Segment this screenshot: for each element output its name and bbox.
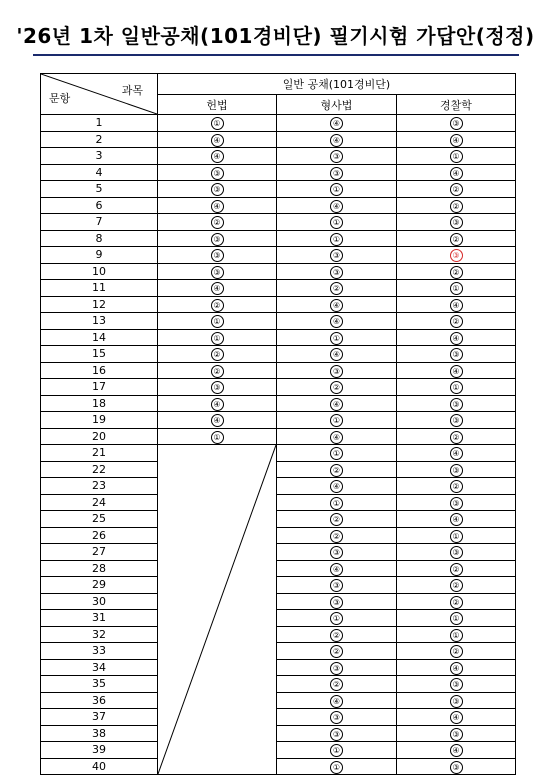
answer-police-science: ②: [450, 183, 463, 196]
answer-criminal-law: ③: [330, 266, 343, 279]
answer-constitution: ③: [211, 381, 224, 394]
answer-police-science: ④: [450, 711, 463, 724]
answer-criminal-law-cell: [277, 461, 397, 478]
answer-police-science: ②: [450, 645, 463, 658]
answer-criminal-law-cell: [277, 676, 397, 693]
answer-police-science-cell: [397, 329, 516, 346]
answer-criminal-law-cell: [277, 131, 397, 148]
answer-police-science: ④: [450, 365, 463, 378]
answer-criminal-law: ②: [330, 530, 343, 543]
answer-criminal-law-cell: [277, 445, 397, 462]
question-number: 37: [41, 709, 158, 726]
answer-police-science: ③: [450, 678, 463, 691]
answer-criminal-law-cell: [277, 725, 397, 742]
answer-police-science-cell: [397, 560, 516, 577]
table-row: [41, 428, 516, 445]
answer-constitution: ①: [211, 431, 224, 444]
question-number: 40: [41, 758, 158, 775]
table-row: [41, 115, 516, 132]
answer-police-science: ①: [450, 629, 463, 642]
answer-constitution: ④: [211, 414, 224, 427]
answer-criminal-law: ②: [330, 629, 343, 642]
answer-criminal-law: ①: [330, 744, 343, 757]
question-number: 32: [41, 626, 158, 643]
answer-police-science: ③: [450, 117, 463, 130]
answer-police-science: ④: [450, 744, 463, 757]
answer-criminal-law-cell: [277, 197, 397, 214]
answer-constitution: ③: [211, 183, 224, 196]
answer-police-science: ③: [450, 761, 463, 774]
table-row: [41, 659, 516, 676]
question-number: 26: [41, 527, 158, 544]
answer-criminal-law-cell: [277, 395, 397, 412]
answer-constitution-cell: [158, 362, 277, 379]
question-number: 19: [41, 412, 158, 429]
answer-criminal-law: ①: [330, 233, 343, 246]
answer-police-science-cell: [397, 164, 516, 181]
not-applicable-cell: [158, 445, 277, 775]
table-row: [41, 329, 516, 346]
table-row: [41, 181, 516, 198]
table-row: [41, 709, 516, 726]
table-row: [41, 560, 516, 577]
question-number: 12: [41, 296, 158, 313]
answer-police-science-cell: [397, 626, 516, 643]
answer-constitution-cell: [158, 181, 277, 198]
question-number: 4: [41, 164, 158, 181]
answer-criminal-law-cell: [277, 692, 397, 709]
table-row: [41, 692, 516, 709]
question-number: 23: [41, 478, 158, 495]
answer-constitution-cell: [158, 346, 277, 363]
answer-police-science: ②: [450, 596, 463, 609]
answer-constitution-cell: [158, 115, 277, 132]
answer-police-science-cell: [397, 709, 516, 726]
question-number: 8: [41, 230, 158, 247]
table-row: [41, 346, 516, 363]
table-row: [41, 643, 516, 660]
answer-criminal-law-cell: [277, 263, 397, 280]
subject-header-constitution: 헌법: [158, 95, 277, 115]
subject-label: 과목: [121, 84, 143, 97]
answer-criminal-law-cell: [277, 758, 397, 775]
answer-criminal-law: ④: [330, 398, 343, 411]
answer-police-science: ③: [450, 728, 463, 741]
answer-police-science-cell: [397, 247, 516, 264]
answer-criminal-law: ③: [330, 249, 343, 262]
answer-constitution: ①: [211, 332, 224, 345]
answer-criminal-law: ①: [330, 497, 343, 510]
question-number: 16: [41, 362, 158, 379]
table-row: [41, 511, 516, 528]
answer-police-science-cell: [397, 115, 516, 132]
answer-police-science: ③: [450, 216, 463, 229]
answer-criminal-law-cell: [277, 329, 397, 346]
answer-constitution-cell: [158, 247, 277, 264]
table-row: [41, 230, 516, 247]
table-row: [41, 577, 516, 594]
answer-constitution: ②: [211, 299, 224, 312]
answer-constitution: ④: [211, 134, 224, 147]
answer-police-science: ④: [450, 134, 463, 147]
table-row: [41, 247, 516, 264]
answer-criminal-law: ①: [330, 761, 343, 774]
answer-police-science: ②: [450, 563, 463, 576]
answer-criminal-law-cell: [277, 181, 397, 198]
table-row: [41, 544, 516, 561]
table-row: [41, 197, 516, 214]
answer-criminal-law: ④: [330, 431, 343, 444]
answer-criminal-law: ②: [330, 678, 343, 691]
answer-police-science-cell: [397, 181, 516, 198]
answer-police-science-cell: [397, 676, 516, 693]
answer-police-science-cell: [397, 395, 516, 412]
answer-criminal-law: ②: [330, 513, 343, 526]
answer-constitution-cell: [158, 230, 277, 247]
answer-constitution-cell: [158, 197, 277, 214]
answer-police-science: ②: [450, 233, 463, 246]
answer-police-science-cell: [397, 313, 516, 330]
answer-police-science-cell: [397, 494, 516, 511]
answer-criminal-law-cell: [277, 412, 397, 429]
answer-criminal-law-cell: [277, 544, 397, 561]
table-row: [41, 263, 516, 280]
table-row: [41, 164, 516, 181]
table-row: [41, 395, 516, 412]
answer-police-science-cell: [397, 511, 516, 528]
question-number: 3: [41, 148, 158, 165]
answer-police-science-cell: [397, 362, 516, 379]
answer-criminal-law-cell: [277, 214, 397, 231]
question-label: 문항: [49, 92, 71, 105]
answer-criminal-law-cell: [277, 148, 397, 165]
answer-constitution: ④: [211, 398, 224, 411]
table-row: [41, 148, 516, 165]
table-row: [41, 758, 516, 775]
answer-constitution-cell: [158, 296, 277, 313]
answer-police-science: ④: [450, 167, 463, 180]
table-row: [41, 676, 516, 693]
answer-criminal-law-cell: [277, 626, 397, 643]
answer-constitution: ④: [211, 282, 224, 295]
answer-police-science-cell: [397, 214, 516, 231]
answer-police-science-cell: [397, 197, 516, 214]
question-number: 34: [41, 659, 158, 676]
table-row: [41, 214, 516, 231]
answer-criminal-law: ④: [330, 480, 343, 493]
answer-criminal-law: ②: [330, 464, 343, 477]
answer-constitution-cell: [158, 280, 277, 297]
answer-criminal-law-cell: [277, 428, 397, 445]
table-row: [41, 593, 516, 610]
answer-police-science-cell: [397, 131, 516, 148]
answer-police-science: ①: [450, 530, 463, 543]
answer-criminal-law-cell: [277, 230, 397, 247]
answer-criminal-law: ④: [330, 348, 343, 361]
question-number: 1: [41, 115, 158, 132]
question-number: 18: [41, 395, 158, 412]
answer-criminal-law-cell: [277, 362, 397, 379]
question-number: 38: [41, 725, 158, 742]
answer-police-science: ①: [450, 381, 463, 394]
answer-criminal-law: ②: [330, 282, 343, 295]
answer-criminal-law-cell: [277, 115, 397, 132]
answer-criminal-law: ④: [330, 563, 343, 576]
answer-police-science: ②: [450, 315, 463, 328]
answer-police-science: ③: [450, 414, 463, 427]
answer-criminal-law-cell: [277, 511, 397, 528]
answer-criminal-law: ①: [330, 447, 343, 460]
question-number: 13: [41, 313, 158, 330]
answer-constitution: ④: [211, 200, 224, 213]
answer-constitution-cell: [158, 148, 277, 165]
answer-police-science: ①: [450, 282, 463, 295]
answer-police-science-cell: [397, 527, 516, 544]
answer-police-science: ②: [450, 431, 463, 444]
answer-constitution: ③: [211, 266, 224, 279]
answer-criminal-law-cell: [277, 709, 397, 726]
table-row: [41, 296, 516, 313]
table-row: [41, 412, 516, 429]
answer-police-science-cell: [397, 478, 516, 495]
answer-police-science-cell: [397, 461, 516, 478]
answer-constitution: ①: [211, 117, 224, 130]
table-row: [41, 478, 516, 495]
answer-constitution-cell: [158, 164, 277, 181]
question-number: 33: [41, 643, 158, 660]
table-row: [41, 362, 516, 379]
answer-criminal-law: ①: [330, 414, 343, 427]
question-number: 6: [41, 197, 158, 214]
answer-police-science-cell: [397, 544, 516, 561]
answer-criminal-law: ③: [330, 167, 343, 180]
answer-constitution-cell: [158, 379, 277, 396]
question-number: 9: [41, 247, 158, 264]
answer-police-science: ④: [450, 662, 463, 675]
answer-police-science: ③: [450, 546, 463, 559]
answer-constitution: ②: [211, 348, 224, 361]
answer-criminal-law-cell: [277, 742, 397, 759]
answer-criminal-law-cell: [277, 313, 397, 330]
answer-constitution: ④: [211, 150, 224, 163]
answer-police-science-cell: [397, 445, 516, 462]
table-row: [41, 527, 516, 544]
answer-criminal-law: ④: [330, 134, 343, 147]
answer-police-science-cell: [397, 643, 516, 660]
answer-police-science: ①: [450, 612, 463, 625]
table-row: [41, 461, 516, 478]
answer-criminal-law: ①: [330, 183, 343, 196]
answer-police-science: ③: [450, 695, 463, 708]
answer-police-science: ③: [450, 348, 463, 361]
answer-police-science-cell: [397, 593, 516, 610]
answer-criminal-law: ③: [330, 662, 343, 675]
answer-criminal-law-cell: [277, 379, 397, 396]
question-number: 28: [41, 560, 158, 577]
table-row: [41, 610, 516, 627]
answer-police-science-cell: [397, 280, 516, 297]
answer-police-science-cell: [397, 577, 516, 594]
answer-police-science: ④: [450, 299, 463, 312]
question-number: 22: [41, 461, 158, 478]
answer-constitution: ②: [211, 216, 224, 229]
answer-criminal-law-cell: [277, 527, 397, 544]
answer-police-science-cell: [397, 725, 516, 742]
answer-criminal-law-cell: [277, 577, 397, 594]
answer-constitution-cell: [158, 131, 277, 148]
answer-criminal-law-cell: [277, 478, 397, 495]
title-underline: [33, 54, 519, 56]
answer-police-science-cell: [397, 296, 516, 313]
answer-criminal-law-cell: [277, 643, 397, 660]
answer-police-science-cell: [397, 230, 516, 247]
answer-criminal-law-cell: [277, 164, 397, 181]
answer-police-science: ③: [450, 249, 463, 262]
answer-constitution-cell: [158, 428, 277, 445]
answer-police-science: ②: [450, 579, 463, 592]
answer-criminal-law: ④: [330, 695, 343, 708]
answer-criminal-law: ④: [330, 315, 343, 328]
answer-criminal-law: ③: [330, 711, 343, 724]
answer-police-science-cell: [397, 263, 516, 280]
subject-header-criminal-law: 형사법: [277, 95, 397, 115]
table-row: [41, 280, 516, 297]
answer-criminal-law-cell: [277, 610, 397, 627]
answer-criminal-law: ③: [330, 365, 343, 378]
page-title: '26년 1차 일반공채(101경비단) 필기시험 가답안(정정): [16, 24, 535, 48]
answer-criminal-law: ③: [330, 579, 343, 592]
answer-criminal-law-cell: [277, 659, 397, 676]
answer-constitution-cell: [158, 263, 277, 280]
answer-police-science-cell: [397, 610, 516, 627]
answer-police-science: ④: [450, 513, 463, 526]
answer-constitution: ①: [211, 315, 224, 328]
answer-police-science-cell: [397, 659, 516, 676]
answer-criminal-law-cell: [277, 494, 397, 511]
answer-criminal-law: ②: [330, 645, 343, 658]
answer-police-science-cell: [397, 379, 516, 396]
answer-criminal-law-cell: [277, 593, 397, 610]
answer-constitution: ②: [211, 365, 224, 378]
answer-police-science-cell: [397, 148, 516, 165]
answer-criminal-law: ①: [330, 216, 343, 229]
answer-police-science: ③: [450, 398, 463, 411]
exam-group-header: 일반 공채(101경비단): [158, 74, 516, 95]
question-number: 25: [41, 511, 158, 528]
answer-constitution-cell: [158, 313, 277, 330]
question-number: 31: [41, 610, 158, 627]
answer-police-science: ②: [450, 480, 463, 493]
question-number: 27: [41, 544, 158, 561]
question-number: 36: [41, 692, 158, 709]
answer-criminal-law-cell: [277, 346, 397, 363]
table-row: [41, 725, 516, 742]
answer-police-science: ②: [450, 266, 463, 279]
answer-criminal-law: ③: [330, 150, 343, 163]
answer-criminal-law: ①: [330, 612, 343, 625]
not-applicable-slash: [158, 445, 276, 774]
question-number: 29: [41, 577, 158, 594]
answer-criminal-law: ④: [330, 299, 343, 312]
answer-criminal-law: ②: [330, 381, 343, 394]
answer-constitution-cell: [158, 214, 277, 231]
answer-criminal-law-cell: [277, 296, 397, 313]
answer-constitution-cell: [158, 412, 277, 429]
table-row: [41, 494, 516, 511]
answer-criminal-law: ④: [330, 117, 343, 130]
question-number: 10: [41, 263, 158, 280]
question-number: 35: [41, 676, 158, 693]
answer-criminal-law: ①: [330, 332, 343, 345]
question-number: 20: [41, 428, 158, 445]
question-number: 21: [41, 445, 158, 462]
answer-criminal-law: ③: [330, 596, 343, 609]
question-number: 5: [41, 181, 158, 198]
answer-criminal-law: ③: [330, 728, 343, 741]
header-corner-cell: [41, 74, 158, 115]
answer-police-science-cell: [397, 428, 516, 445]
answer-police-science-cell: [397, 758, 516, 775]
answer-criminal-law-cell: [277, 247, 397, 264]
answer-key-table: [40, 73, 516, 775]
question-number: 14: [41, 329, 158, 346]
answer-constitution: ③: [211, 167, 224, 180]
answer-constitution: ③: [211, 233, 224, 246]
answer-criminal-law-cell: [277, 560, 397, 577]
answer-police-science-cell: [397, 412, 516, 429]
answer-criminal-law: ③: [330, 546, 343, 559]
table-row: [41, 131, 516, 148]
answer-police-science-cell: [397, 692, 516, 709]
answer-police-science: ③: [450, 464, 463, 477]
answer-constitution-cell: [158, 329, 277, 346]
answer-police-science: ④: [450, 332, 463, 345]
table-row: [41, 379, 516, 396]
answer-police-science-cell: [397, 742, 516, 759]
table-row: [41, 742, 516, 759]
answer-police-science: ③: [450, 497, 463, 510]
answer-police-science: ④: [450, 447, 463, 460]
question-number: 24: [41, 494, 158, 511]
question-number: 2: [41, 131, 158, 148]
question-number: 17: [41, 379, 158, 396]
question-number: 15: [41, 346, 158, 363]
answer-criminal-law-cell: [277, 280, 397, 297]
question-number: 39: [41, 742, 158, 759]
question-number: 7: [41, 214, 158, 231]
answer-police-science-cell: [397, 346, 516, 363]
question-number: 11: [41, 280, 158, 297]
question-number: 30: [41, 593, 158, 610]
subject-header-police-science: 경찰학: [397, 95, 516, 115]
table-row: [41, 626, 516, 643]
table-row: [41, 445, 516, 462]
answer-constitution: ③: [211, 249, 224, 262]
answer-police-science: ①: [450, 150, 463, 163]
answer-constitution-cell: [158, 395, 277, 412]
table-row: [41, 313, 516, 330]
answer-police-science: ②: [450, 200, 463, 213]
answer-criminal-law: ④: [330, 200, 343, 213]
